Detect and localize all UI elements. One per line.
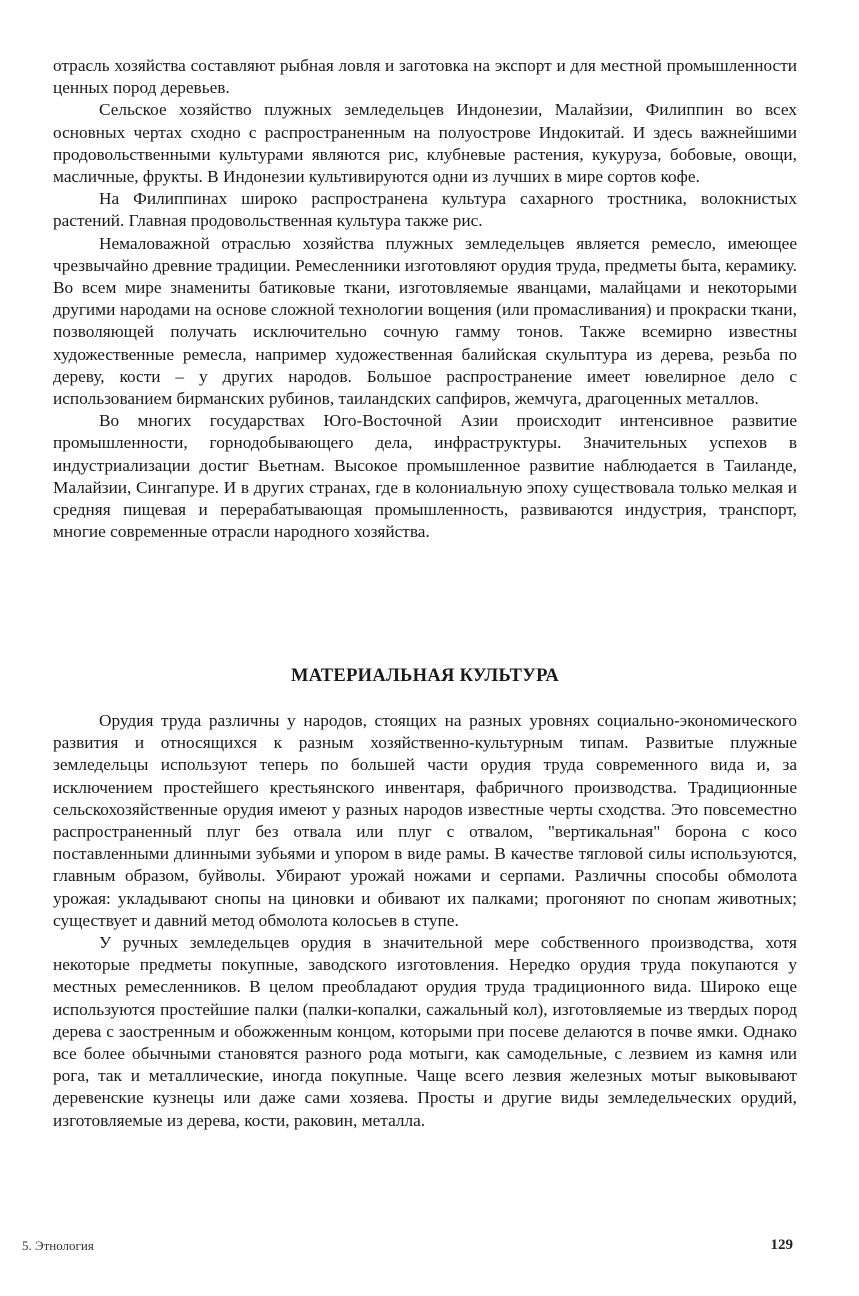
paragraph-tools-hand: У ручных земледельцев орудия в значительной мере собственного производства, хотя некоторые предметы покупные, заводского изготовления. Нередко орудия труда покупаются у местных ремесленников. В целом преобладают орудия труда традиционного вида. Широко еще используются простейшие палки (палки-копалки, сажальный кол), изготовляемые из твердых пород дерева с заостренным и обожженным концом, которыми при посеве делаются в почве ямки. Однако все более обычными становятся разного рода мотыги, как самодельные, с лезвием из камня или рога, так и металлические, иногда покупные. Чаще всего лезвия железных мотыг выковывают деревенские кузнецы или даже сами хозяева. Просты и другие виды земледельческих орудий, изготовляемые из дерева, кости, раковин, металла. [53, 933, 797, 1130]
paragraph-philippines: На Филиппинах широко распространена культура сахарного тростника, волокнистых растений. Главная продовольственная культура также рис. [53, 189, 797, 231]
text-block-material-culture [53, 710, 797, 1132]
paragraph-industry: Во многих государствах Юго-Восточной Азии происходит интенсивное развитие промышленности, горнодобывающего дела, инфраструктуры. Значительных успехов в индустриализации достиг Вьетнам. Высокое промышленное развитие наблюдается в Таиланде, Малайзии, Сингапуре. И в других странах, где в колониальную эпоху существовала только мелкая и средняя пищевая и перерабатывающая промышленность, развиваются индустрия, транспорт, многие современные отрасли народного хозяйства. [53, 411, 797, 542]
paragraph-tools-plough: Орудия труда различны у народов, стоящих на разных уровнях социально-экономического развития и относящихся к разным хозяйственно-культурным типам. Развитые плужные земледельцы используют теперь по большей части орудия труда современного вида и, за исключением простейшего крестьянского инвентаря, фабричного производства. Традиционные сельскохозяйственные орудия имеют у разных народов известные черты сходства. Это повсеместно распространенный плуг без отвала или плуг с отвалом, "вертикальная" борона с косо поставленными длинными зубьями и упором в виде рамы. В качестве тягловой силы используются, главным образом, буйволы. Убирают урожай ножами и серпами. Различны способы обмолота урожая: укладывают снопы на циновки и обивают их палками; прогоняют по снопам животных; существует и давний метод обмолота колосьев в ступе. [53, 711, 797, 930]
text-block-economy [53, 55, 797, 543]
section-heading: МАТЕРИАЛЬНАЯ КУЛЬТУРА [291, 666, 559, 686]
page-number: 129 [770, 1237, 793, 1253]
footer-signature: 5. Этнология [22, 1238, 94, 1253]
paragraph-fishing-continuation: отрасль хозяйства составляют рыбная ловля и заготовка на экспорт и для местной промышленности ценных пород деревьев. [53, 56, 797, 98]
paragraph-agriculture: Сельское хозяйство плужных земледельцев Индонезии, Малайзии, Филиппин во всех основных чертах сходно с распространенным на полуострове Индокитай. И здесь важнейшими продовольственными культурами являются рис, клубневые растения, кукуруза, бобовые, овощи, масличные, фрукты. В Индонезии культивируются одни из лучших в мире сортов кофе. [53, 100, 797, 187]
paragraph-crafts: Немаловажной отраслью хозяйства плужных земледельцев является ремесло, имеющее чрезвычайно древние традиции. Ремесленники изготовляют орудия труда, предметы быта, керамику. Во всем мире знамениты батиковые ткани, изготовляемые яванцами, малайцами и некоторыми другими народами на основе сложной технологии вощения (или промасливания) и прокраски ткани, позволяющей получать исключительно сочную гамму тонов. Также всемирно известны художественные ремесла, например художественная балийская скульптура из дерева, резьба по дереву, кости – у других народов. Большое распространение имеет ювелирное дело с использованием бирманских рубинов, таиландских сапфиров, жемчуга, драгоценных металлов. [53, 233, 797, 409]
